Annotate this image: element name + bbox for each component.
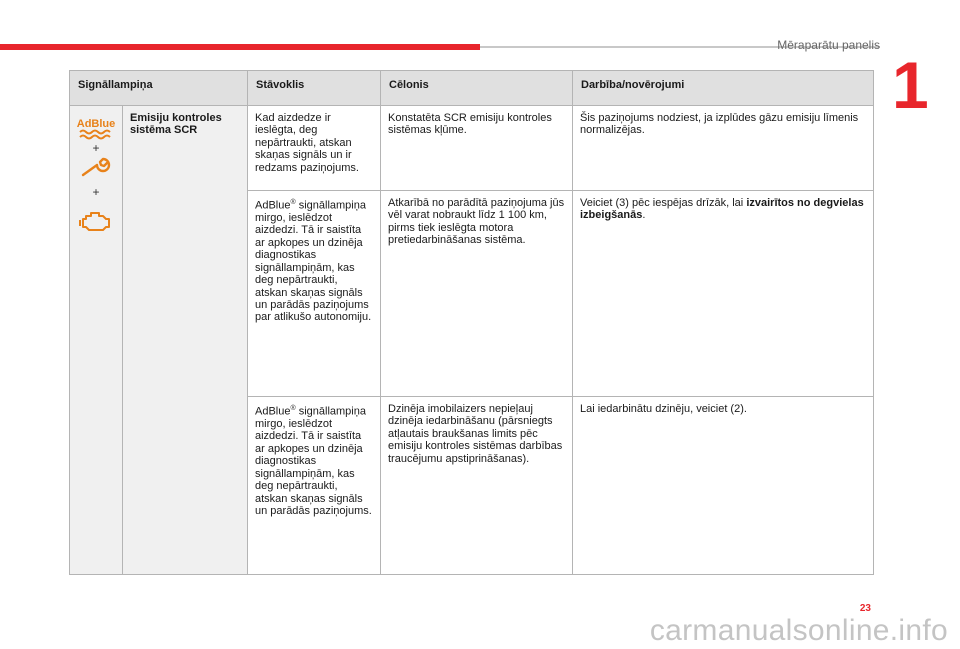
watermark: carmanualsonline.info xyxy=(649,614,948,647)
action-suffix: . xyxy=(642,209,646,222)
cause-cell-2: Atkarībā no parādītā paziņojuma jūs vēl varat nobraukt līdz 1 100 km, pirms tiek ieslēgta motora pretiedarbināšanas sistēma. xyxy=(381,191,573,397)
action-cell-2 xyxy=(573,191,874,397)
plus-sign: + xyxy=(92,141,100,155)
state-cell-2 xyxy=(248,191,381,397)
action-text: Veiciet (3) pēc iespējas drīzāk, lai xyxy=(580,197,747,209)
wrench-icon xyxy=(80,156,112,178)
table-row xyxy=(70,106,874,191)
cause-cell-1: Konstatēta SCR emisiju kontroles sistēmas kļūme. xyxy=(381,106,573,191)
state-cell-3 xyxy=(248,397,381,575)
cause-cell-3: Dzinēja imobilaizers nepieļauj dzinēja iedarbināšanu (pārsniegts atļautais braukšanas limits pēc emisiju kontroles sistēmas darbības traucējumu apstiprināšanas). xyxy=(381,397,573,575)
adblue-icon xyxy=(76,116,116,140)
lamp-cell xyxy=(70,106,123,575)
chapter-number: 1 xyxy=(892,48,929,122)
col-header-state: Stāvoklis xyxy=(248,71,381,106)
state-cell-1: Kad aizdedze ir ieslēgta, deg nepārtraukti, atskan skaņas signāls un ir redzams paziņojums. xyxy=(248,106,381,191)
page-number: 23 xyxy=(859,603,871,614)
warning-lamp-table xyxy=(69,70,874,575)
registered-mark: ® xyxy=(290,199,296,206)
action-cell-3: Lai iedarbinātu dzinēju, veiciet (2). xyxy=(573,397,874,575)
table-header-row xyxy=(70,71,874,106)
plus-sign: + xyxy=(92,185,100,200)
state-text: signāllampiņa mirgo, ieslēdzot aizdedzi. Tā ir saistīta ar apkopes un dzinēja diagnostikas signāllampiņām, kas deg nepārtraukti, atskan skaņas signāls un parādās paziņojums par atlikušo autonomiju. xyxy=(255,199,372,324)
action-emphasis: izvairītos no degvielas izbeigšanās xyxy=(580,197,864,222)
header-accent-bar xyxy=(0,44,480,50)
adblue-word: AdBlue xyxy=(255,199,291,212)
section-title: Mēraparātu panelis xyxy=(777,38,880,52)
col-header-lamp: Signāllampiņa xyxy=(70,71,248,106)
action-cell-1: Šis paziņojums nodziest, ja izplūdes gāzu emisiju līmenis normalizējas. xyxy=(573,106,874,191)
function-label: Emisiju kontroles sistēma SCR xyxy=(123,106,248,575)
state-text: signāllampiņa mirgo, ieslēdzot aizdedzi. Tā ir saistīta ar apkopes un dzinēja diagnostikas signāllampiņām, kas deg nepārtraukti, atskan skaņas signāls un parādās paziņojums. xyxy=(255,405,372,517)
col-header-cause: Cēlonis xyxy=(381,71,573,106)
adblue-icon-text: AdBlue xyxy=(76,118,116,130)
engine-icon xyxy=(79,209,113,233)
registered-mark: ® xyxy=(290,405,296,412)
col-header-action: Darbība/novērojumi xyxy=(573,71,874,106)
adblue-word: AdBlue xyxy=(255,405,291,418)
